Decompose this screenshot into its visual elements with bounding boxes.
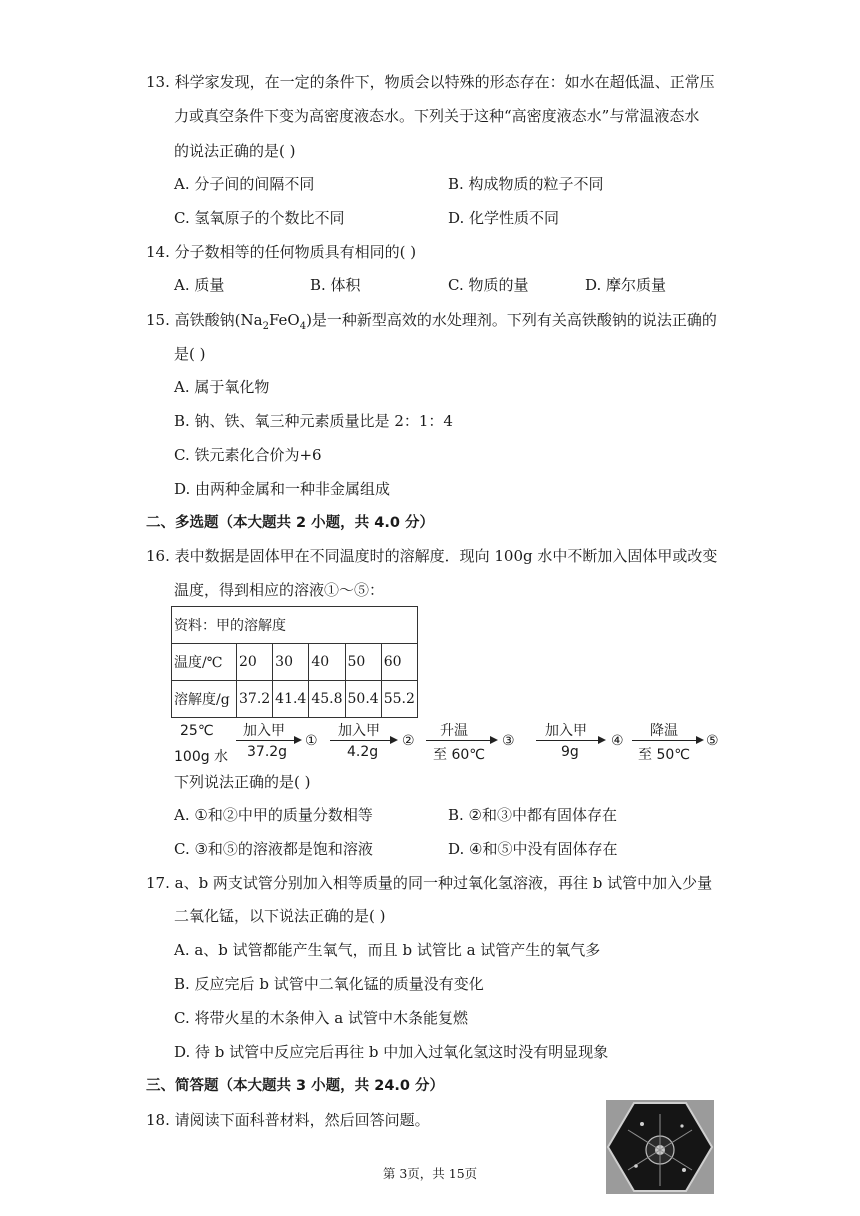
section-heading-multi-choice: 二、多选题（本大题共 2 小题，共 4.0 分） xyxy=(146,515,434,531)
flow-start-bottom: 100g 水 xyxy=(174,749,229,765)
q16-line-2: 温度，得到相应的溶液①～⑤： xyxy=(174,581,385,599)
arrow-icon xyxy=(632,740,702,741)
q14-option-b: B. 体积 xyxy=(310,276,361,294)
table-cell: 30 xyxy=(273,644,309,681)
flow-step-2-bottom: 4.2g xyxy=(347,744,379,760)
table-cell: 50 xyxy=(345,644,381,681)
flow-step-1-bottom: 37.2g xyxy=(247,744,288,760)
formula-subscript: 2 xyxy=(262,321,269,332)
q15-formula xyxy=(240,311,307,332)
table-cell: 40 xyxy=(309,644,345,681)
flow-step-2-top: 加入甲 xyxy=(338,723,380,739)
q13-option-c: C. 氢氧原子的个数比不同 xyxy=(174,209,345,227)
flow-step-3-top: 升温 xyxy=(440,723,468,739)
flow-result-2: ② xyxy=(402,733,415,749)
row-label-temperature: 温度/℃ xyxy=(172,644,237,681)
table-row xyxy=(172,644,418,681)
arrow-icon xyxy=(536,740,604,741)
flow-step-4-bottom: 9g xyxy=(561,744,579,760)
flow-step-3-bottom: 至 60℃ xyxy=(433,747,485,763)
q16-option-b: B. ②和③中都有固体存在 xyxy=(448,806,618,824)
table-row xyxy=(172,607,418,644)
q13-option-b: B. 构成物质的粒子不同 xyxy=(448,175,604,193)
q16-option-d: D. ④和⑤中没有固体存在 xyxy=(448,840,618,858)
q17-line-2: 二氧化锰，以下说法正确的是( ) xyxy=(174,907,386,925)
table-cell: 37.2 xyxy=(237,681,273,718)
q13-option-d: D. 化学性质不同 xyxy=(448,209,560,227)
formula-part: Na xyxy=(240,311,263,329)
table-cell: 20 xyxy=(237,644,273,681)
table-cell: 50.4 xyxy=(345,681,381,718)
q15-stem xyxy=(146,310,717,337)
q13-option-a: A. 分子间的间隔不同 xyxy=(174,175,315,193)
solubility-table xyxy=(171,606,418,718)
arrow-icon xyxy=(330,740,396,741)
q16-line-1: 16. 表中数据是固体甲在不同温度时的溶解度．现向 100g 水中不断加入固体甲或改变 xyxy=(146,547,718,565)
flow-result-1: ① xyxy=(305,733,318,749)
page-footer: 第 3页，共 15页 xyxy=(382,1166,478,1181)
q14-option-a: A. 质量 xyxy=(174,276,225,294)
q14-stem: 14. 分子数相等的任何物质具有相同的( ) xyxy=(146,243,417,261)
flow-step-5-bottom: 至 50℃ xyxy=(638,747,690,763)
q17-option-b: B. 反应完后 b 试管中二氧化锰的质量没有变化 xyxy=(174,975,484,993)
table-cell: 60 xyxy=(381,644,417,681)
q15-option-c: C. 铁元素化合价为+6 xyxy=(174,446,322,464)
q14-option-d: D. 摩尔质量 xyxy=(585,276,667,294)
arrow-icon xyxy=(426,740,496,741)
q15-line-2: 是( ) xyxy=(174,345,206,363)
q15-stem-post: )是一种新型高效的水处理剂。下列有关高铁酸钠的说法正确的 xyxy=(306,311,717,329)
section-heading-short-answer: 三、简答题（本大题共 3 小题，共 24.0 分） xyxy=(146,1078,445,1094)
q17-option-d: D. 待 b 试管中反应完后再往 b 中加入过氧化氢这时没有明显现象 xyxy=(174,1043,609,1061)
q16-option-c: C. ③和⑤的溶液都是饱和溶液 xyxy=(174,840,373,858)
flow-step-4-top: 加入甲 xyxy=(545,723,587,739)
flow-result-3: ③ xyxy=(502,733,515,749)
row-label-solubility: 溶解度/g xyxy=(172,681,237,718)
q15-option-a: A. 属于氧化物 xyxy=(174,378,270,396)
table-title-cell: 资料：甲的溶解度 xyxy=(172,607,418,644)
flow-result-4: ④ xyxy=(611,733,624,749)
flow-step-1-top: 加入甲 xyxy=(243,723,285,739)
q18-stem: 18. 请阅读下面科普材料，然后回答问题。 xyxy=(146,1111,430,1129)
table-cell: 55.2 xyxy=(381,681,417,718)
q16-line-3: 下列说法正确的是( ) xyxy=(174,773,311,791)
q17-option-c: C. 将带火星的木条伸入 a 试管中木条能复燃 xyxy=(174,1009,468,1027)
formula-subscript: 4 xyxy=(299,321,307,332)
table-row xyxy=(172,681,418,718)
flow-result-5: ⑤ xyxy=(706,733,719,749)
q17-line-1: 17. a、b 两支试管分别加入相等质量的同一种过氧化氢溶液，再往 b 试管中加入少量 xyxy=(146,874,713,892)
q17-option-a: A. a、b 试管都能产生氧气，而且 b 试管比 a 试管产生的氧气多 xyxy=(174,941,601,959)
q16-option-a: A. ①和②中甲的质量分数相等 xyxy=(174,806,373,824)
q15-option-b: B. 钠、铁、氧三种元素质量比是 2：1：4 xyxy=(174,412,453,430)
table-cell: 41.4 xyxy=(273,681,309,718)
flow-start-top: 25℃ xyxy=(180,723,214,739)
q15-option-d: D. 由两种金属和一种非金属组成 xyxy=(174,480,391,498)
q13-line-2: 力或真空条件下变为高密度液态水。下列关于这种“高密度液态水”与常温液态水 xyxy=(174,107,700,125)
arrow-icon xyxy=(236,740,300,741)
flow-step-5-top: 降温 xyxy=(650,723,678,739)
q15-stem-pre: 15. 高铁酸钠( xyxy=(146,311,241,329)
q13-line-1: 13. 科学家发现，在一定的条件下，物质会以特殊的形态存在：如水在超低温、正常压 xyxy=(146,73,715,91)
table-cell: 45.8 xyxy=(309,681,345,718)
formula-part: FeO xyxy=(268,311,300,329)
q13-line-3: 的说法正确的是( ) xyxy=(174,142,296,160)
q14-option-c: C. 物质的量 xyxy=(448,276,529,294)
